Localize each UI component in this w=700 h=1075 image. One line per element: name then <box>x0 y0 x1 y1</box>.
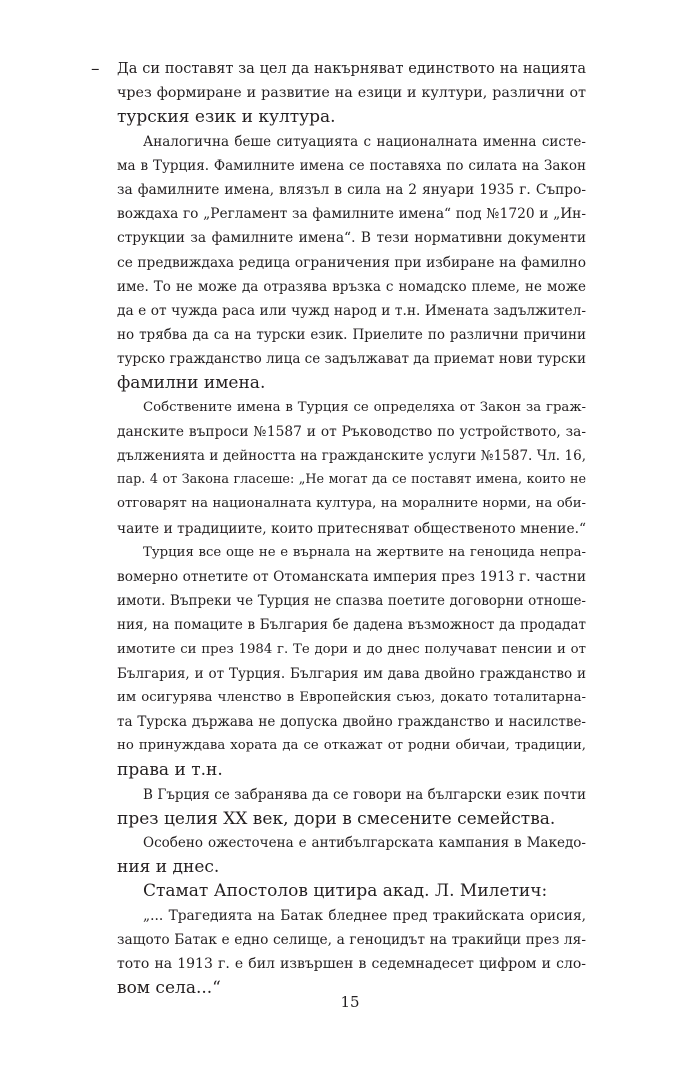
text-line: но трябва да са на турски език. Приелите по различни причини <box>117 327 586 344</box>
bullet-item <box>91 57 586 130</box>
text-line: отговарят на националната култура, на моралните норми, на оби- <box>117 496 586 512</box>
text-line: Аналогична беше ситуацията с националната именна систе- <box>143 133 586 150</box>
text-line: „... Трагедията на Батак бледнее пред тракийската орисия, <box>143 907 586 924</box>
text-line: имотите си през 1984 г. Те дори и до днес получават пенсии и от <box>117 641 586 657</box>
text-line: вом села...“ <box>117 978 221 999</box>
text-line: имоти. Въпреки че Турция не спазва поетите договорни отноше- <box>117 593 586 610</box>
text-line: Да си поставят за цел да накърняват единството на нацията <box>117 61 586 77</box>
text-line: Собствените имена в Турция се определяха от Закон за граж- <box>143 399 586 415</box>
text-line: Турция все още не е върнала на жертвите на геноцида непра- <box>143 544 586 560</box>
text-line: ния, на помаците в България бе дадена възможност да продадат <box>117 617 586 634</box>
text-line: се предвиждаха редица ограничения при избиране на фамилно <box>117 254 586 271</box>
text-line: пар. 4 от Закона гласеше: „Не могат да се поставят имена, които не <box>117 472 586 488</box>
paragraph <box>117 831 586 879</box>
text-line: турския език и култура. <box>117 107 336 128</box>
bullet-dash: – <box>91 59 100 79</box>
text-line: ма в Турция. Фамилните имена се поставяха по силата на Закон <box>117 157 586 174</box>
page-number: 15 <box>340 993 360 1011</box>
text-line: данските въпроси №1587 и от Ръководство по устройството, за- <box>117 423 586 440</box>
text-line: име. То не може да отразява връзка с номадско племе, не може <box>117 278 586 295</box>
paragraph <box>117 879 586 903</box>
body-text <box>91 57 586 1000</box>
text-line: през целия XX век, дори в смесените семейства. <box>117 808 556 829</box>
text-line: фамилни имена. <box>117 373 266 394</box>
text-line: В Гърция се забранява да се говори на български език почти <box>143 786 586 803</box>
text-line: защото Батак е едно селище, а геноцидът на тракийци през ля- <box>117 931 586 948</box>
paragraph <box>117 541 586 783</box>
text-line: чаите и традициите, които притесняват общественото мнение.“ <box>117 520 586 537</box>
text-line: дълженията и дейността на гражданските услуги №1587. Чл. 16, <box>117 448 586 464</box>
text-line: но принуждава хората да се откажат от родни обичаи, традиции, <box>117 738 586 754</box>
text-line: ния и днес. <box>117 857 220 878</box>
quotation <box>117 904 586 1001</box>
text-line: им осигурява членство в Европейския съюз, докато тоталитарна- <box>117 689 586 705</box>
text-line: за фамилните имена, влязъл в сила на 2 януари 1935 г. Съпро- <box>117 181 586 198</box>
paragraph <box>117 396 586 541</box>
text-line: Особено ожесточена е антибългарската кампания в Македо- <box>143 835 586 851</box>
text-line: чрез формиране и развитие на езици и култури, различни от <box>117 85 586 102</box>
paragraph <box>117 783 586 831</box>
text-line: да е от чужда раса или чужд народ и т.н. Имената задължител- <box>117 302 586 319</box>
text-line: турско гражданство лица се задължават да приемат нови турски <box>117 351 586 368</box>
text-line: вождаха го „Регламент за фамилните имена“ под №1720 и „Ин- <box>117 206 586 223</box>
text-line: вомерно отнетите от Отоманската империя през 1913 г. частни <box>117 568 586 585</box>
text-line: България, и от Турция. България им дава двойно гражданство и <box>117 665 586 682</box>
text-line: струкции за фамилните имена“. В тези нормативни документи <box>117 230 586 247</box>
text-line: Стамат Апостолов цитира акад. Л. Милетич: <box>143 881 548 902</box>
text-line: права и т.н. <box>117 760 223 781</box>
text-line: та Турска държава не допуска двойно гражданство и насилстве- <box>117 714 586 731</box>
text-line: тото на 1913 г. е бил извършен в седемнадесет цифром и сло- <box>117 955 586 972</box>
paragraph <box>117 130 586 396</box>
